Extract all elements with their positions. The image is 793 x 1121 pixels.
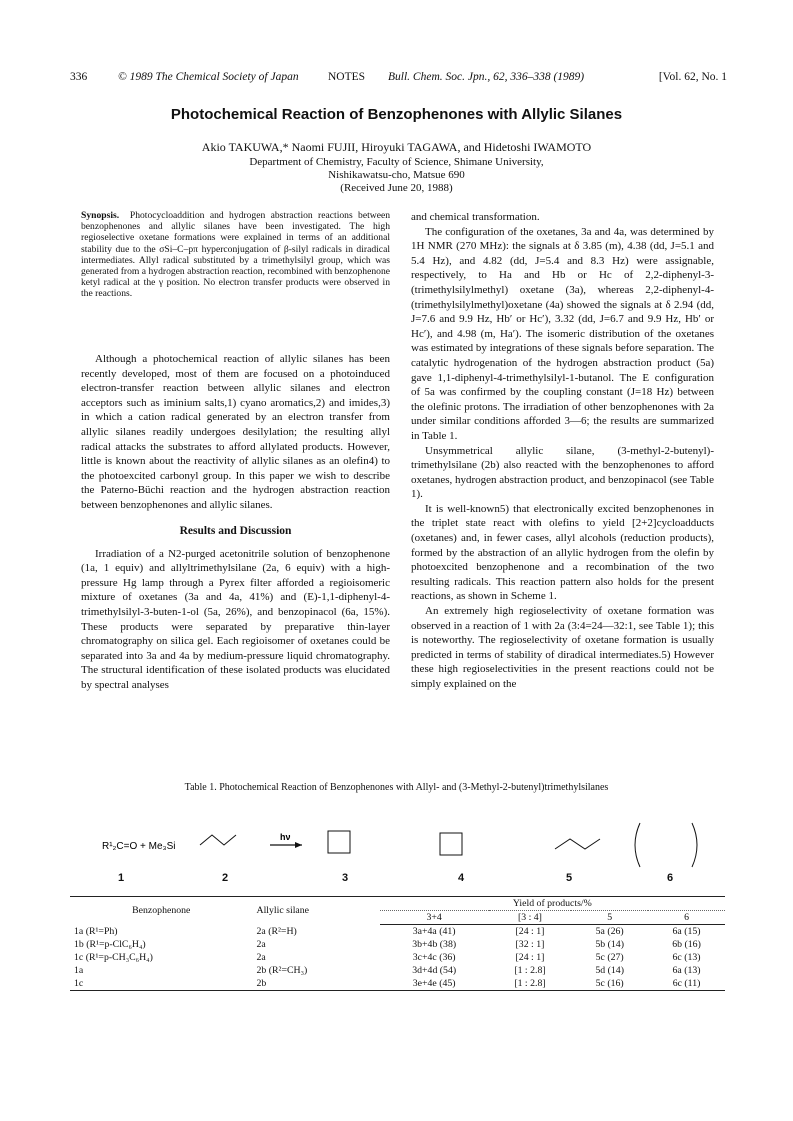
nmr-paragraph: The configuration of the oxetanes, 3a and 4a, was determined by 1H NMR (270 MHz): the signals at δ 3.85 (m), 4.38 (dd, J=5.1 and 5.4 Hz), and 4.82 (dd, J=5.4 and 8.3 Hz) were assignable, respectively, to Ha and Hb or Hc of 2,2-diphenyl-3-(trimethylsilylmethyl) oxetane (3a), whereas 2,2-diphenyl-4-(trimethylsilylmethyl)oxetane (4a) showed the signals at δ 2.94 (dd, J=7.6 and 9.9 Hz, Hb′ or Hc′), 3.32 (dd, J=6.7 and 9.9 Hz, Hb′ or Hc′), and 4.98 (m, Ha′). The isomeric distribution of the oxetanes was estimated by integrations of these signals before separation. The catalytic hydrogenation of the hydrogen abstraction product (5a) gave 1,1-diphenyl-4-trimethylsilyl-1-butanol. The E configuration of 5a was confirmed by the coupling constant (J=18 Hz) between the olefinic protons. The irradiation of other benzophenones with 2a under similar conditions afforded 3—6; the results are summarized in Table 1. — [411, 225, 714, 442]
volume-info: [Vol. 62, No. 1 — [658, 71, 727, 83]
allyl-chain — [200, 835, 236, 845]
cell-yield-5: 5c (16) — [571, 977, 648, 991]
header-yield: Yield of products/% — [380, 897, 725, 911]
cell-yield-oxetane: 3a+4a (41) — [412, 926, 456, 937]
cell-silane: 2a — [256, 952, 266, 963]
arrow-label: hν — [280, 832, 291, 842]
scheme-label-2: 2 — [222, 872, 229, 884]
synopsis-text: Photocycloaddition and hydrogen abstraction reactions between benzophenones and allylic silanes have been investigated. The high regioselective oxetane formations were explained in terms of an additional stability due to the σSi–C–pπ hyperconjugation of β-silyl radicals in diradical intermediates. Allyl radical substituted by a trimethylsilyl group, which was generated from a hydrogen abstraction reaction, recombined with benzophenone ketyl radical at the γ position. No electron transfer products were observed in the reactions. — [81, 210, 391, 300]
cell-yield-oxetane: 3d+4d (54) — [412, 965, 457, 976]
cell-benzophenone: 1c — [70, 977, 253, 991]
table-row — [70, 938, 725, 951]
scheme-label-5: 5 — [566, 872, 573, 884]
header-ratio: [3 : 4] — [489, 911, 572, 925]
cell-silane: 2b (R²=CH₃) — [256, 965, 308, 976]
scheme-label-6: 6 — [667, 872, 674, 884]
cell-silane: 2a — [256, 939, 266, 950]
affiliation-line-2: Nishikawatsu-cho, Matsue 690 — [328, 169, 465, 181]
well-known-paragraph: It is well-known5) that electronically excited benzophenones in the triplet state react with olefins to yield [2+2]cycloadducts (oxetanes) and, in fewer cases, allyl alcohols (reduction products), formed by the abstraction of an allylic hydrogen from the olefin by photoexcited benzophenone and a recombination of the two resulting radicals. This reaction pattern also holds for the present reactions, as shown in Scheme 1. — [411, 502, 714, 603]
header-6: 6 — [648, 911, 725, 925]
cell-ratio: [1 : 2.8] — [514, 965, 546, 976]
table-row — [70, 951, 725, 964]
cell-yield-oxetane: 3b+4b (38) — [412, 939, 457, 950]
cell-ratio: [32 : 1] — [515, 939, 545, 950]
journal-citation: Bull. Chem. Soc. Jpn., 62, 336–338 (1989) — [388, 71, 585, 83]
cell-ratio: [24 : 1] — [515, 952, 545, 963]
scheme-label-1: 1 — [118, 872, 125, 884]
cell-yield-5: 5b (14) — [595, 939, 624, 950]
cell-yield-oxetane: 3e+4e (45) — [380, 977, 489, 991]
cell-silane: 2a (R²=H) — [256, 925, 297, 937]
synopsis-label: Synopsis. — [81, 210, 120, 221]
synopsis — [81, 210, 390, 300]
copyright: © 1989 The Chemical Society of Japan — [118, 71, 299, 83]
cell-yield-6: 6b (16) — [672, 939, 701, 950]
pinacol-open-paren — [635, 823, 640, 867]
reactant-formula: R¹₂C=O + Me₃Si — [102, 841, 176, 852]
cell-benzophenone: 1b (R¹=p-ClC₆H₄) — [74, 939, 146, 950]
cell-yield-6: 6a (15) — [672, 926, 701, 937]
scheme-label-4: 4 — [458, 872, 465, 884]
table-row — [70, 977, 725, 991]
results-paragraph: Irradiation of a N2-purged acetonitrile solution of benzophenone (1a, 1 equiv) and allyltrimethylsilane (2a, 6 equiv) with a high-pressure Hg lamp through a Pyrex filter afforded a regioisomeric mixture of oxetanes (3a and 4a, 41%) and (E)-1,1-diphenyl-4-trimethylsilyl-3-buten-1-ol (5a, 26%), and benzopinacol (6a, 15%). These products were separated by preparative thin-layer chromatography on silica gel. Each regioisomer of oxetanes could be separated into 3a and 4a by medium-pressure liquid chromatography. The structural identification of these isolated products was elucidated by spectral analyses — [81, 547, 390, 691]
cell-yield-5: 5a (26) — [595, 926, 624, 937]
right-column — [411, 210, 714, 692]
header-allylic-silane: Allylic silane — [253, 897, 380, 925]
intro-paragraph: Although a photochemical reaction of allylic silanes has been recently developed, most of them are focused on a photoinduced electron-transfer reaction between allylic silanes and electron acceptors such as iminium salts,1) cyano aromatics,2) and imides,3) in which a cation radical generated by an electron transfer from allylic silanes readily undergoes desilylation; the resulting allyl radical attacks the substrates to afford allylated products. However, little is known about the reactivity of allylic silanes as an olefin4) to the photoexcited carbonyl group. In this paper we wish to describe the Paterno-Büchi reaction and the hydrogen abstraction reaction between benzophenones and allylic silanes. — [81, 353, 390, 511]
cell-yield-6: 6c (13) — [672, 952, 701, 963]
affiliation-line-1: Department of Chemistry, Faculty of Science, Shimane University, — [249, 156, 544, 168]
cell-benzophenone: 1a — [74, 965, 84, 976]
cell-ratio: [24 : 1] — [515, 926, 545, 937]
received-date: (Received June 20, 1988) — [340, 182, 453, 194]
running-header — [70, 71, 727, 85]
scheme-label-3: 3 — [342, 872, 349, 884]
continuation-paragraph: and chemical transformation. — [411, 211, 540, 223]
author-list: Akio TAKUWA,* Naomi FUJII, Hiroyuki TAGAWA, and Hidetoshi IWAMOTO — [201, 140, 592, 154]
left-column — [81, 352, 390, 692]
table-caption: Table 1. Photochemical Reaction of Benzophenones with Allyl- and (3-Methyl-2-butenyl)trimethylsilanes — [184, 782, 609, 793]
oxetane-3-ring — [328, 831, 350, 853]
results-table — [70, 896, 725, 991]
cell-ratio: [1 : 2.8] — [489, 977, 572, 991]
alcohol-5-chain — [555, 839, 600, 849]
table-row — [70, 964, 725, 977]
pinacol-close-paren — [692, 823, 697, 867]
oxetane-4-ring — [440, 833, 462, 855]
header-3plus4: 3+4 — [380, 911, 489, 925]
article-title: Photochemical Reaction of Benzophenones with Allylic Silanes — [170, 106, 623, 123]
cell-benzophenone: 1c (R¹=p-CH₃C₆H₄) — [74, 952, 153, 963]
section-label: NOTES — [328, 71, 366, 83]
regioselectivity-paragraph: An extremely high regioselectivity of oxetane formation was observed in a reaction of 1 with 2a (3:4=24—32:1, see Table 1); this is noteworthy. The regioselectivity of oxetane formation is usually predicted in terms of stability of diradical intermediates.5) However these high regioselectivities in the present reactions could not be simply explained on the — [411, 605, 714, 690]
reaction-scheme — [80, 805, 720, 890]
cell-silane: 2b — [253, 977, 380, 991]
header-5: 5 — [571, 911, 648, 925]
header-benzophenone: Benzophenone — [70, 897, 253, 925]
cell-yield-6: 6a (13) — [672, 965, 701, 976]
cell-yield-5: 5c (27) — [595, 952, 624, 963]
cell-benzophenone: 1a (R¹=Ph) — [74, 925, 118, 937]
arrow-head — [295, 842, 302, 848]
table-row — [70, 925, 725, 939]
cell-yield-oxetane: 3c+4c (36) — [412, 952, 456, 963]
cell-yield-6: 6c (11) — [648, 977, 725, 991]
section-heading: Results and Discussion — [179, 524, 292, 537]
page-number: 336 — [70, 71, 88, 83]
unsymmetrical-paragraph: Unsymmetrical allylic silane, (3-methyl-2-butenyl)-trimethylsilane (2b) also reacted with the benzophenones to afford oxetanes, hydrogen abstraction product, and benzopinacol (see Table 1). — [411, 444, 714, 501]
cell-yield-5: 5d (14) — [595, 965, 624, 976]
